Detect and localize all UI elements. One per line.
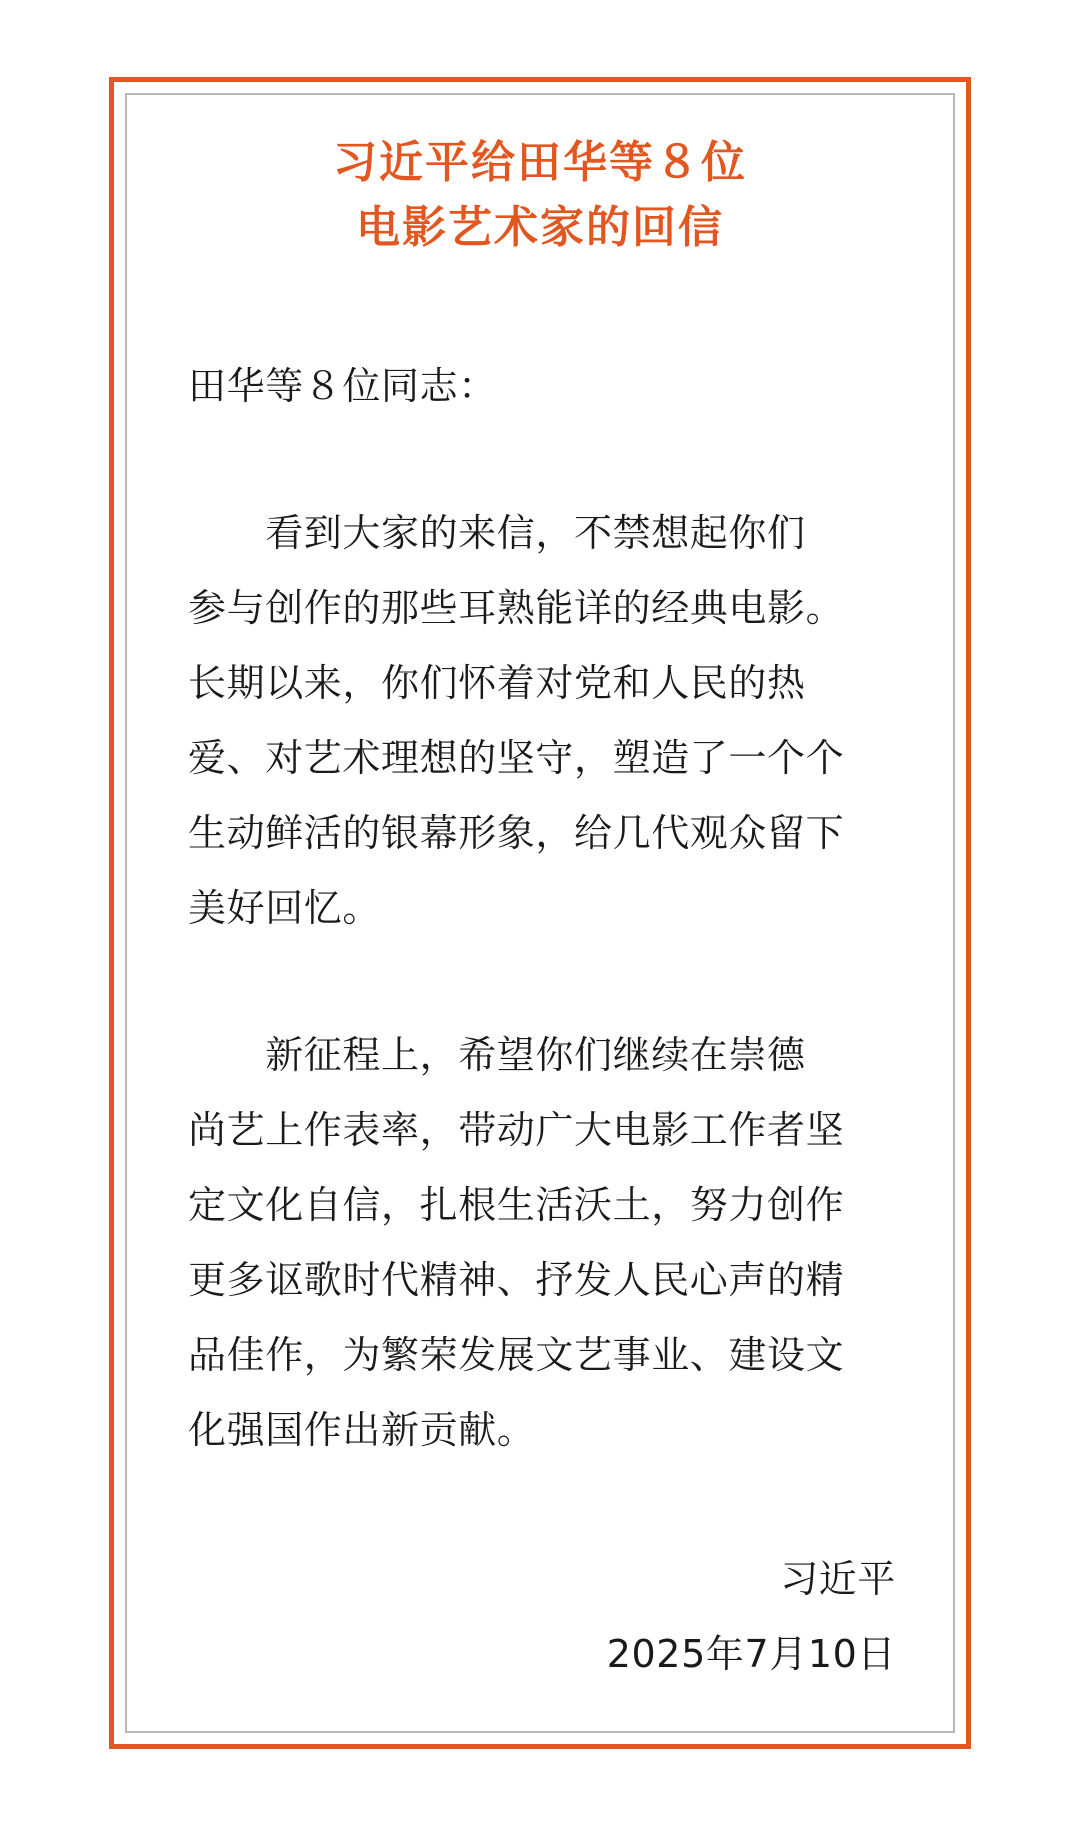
paragraph-1-line: 长期以来，你们怀着对党和人民的热	[188, 661, 806, 705]
paragraph-1-line: 生动鲜活的银幕形象，给几代观众留下	[188, 811, 845, 855]
letter-title-line-1: 习近平给田华等８位	[333, 137, 747, 188]
paragraph-2-line: 定文化自信，扎根生活沃土，努力创作	[188, 1183, 845, 1227]
paragraph-1-line: 美好回忆。	[188, 886, 382, 930]
letter-date: 2025年7月10日	[606, 1632, 896, 1676]
paragraph-2-line: 新征程上，希望你们继续在崇德	[188, 1033, 806, 1077]
letter-signature: 习近平	[780, 1557, 896, 1601]
paragraph-1-line: 爱、对艺术理想的坚守，塑造了一个个	[188, 736, 845, 780]
paragraph-2-line: 化强国作出新贡献。	[188, 1408, 536, 1452]
paragraph-1-line: 参与创作的那些耳熟能详的经典电影。	[188, 586, 845, 630]
paragraph-2-line: 更多讴歌时代精神、抒发人民心声的精	[188, 1258, 845, 1302]
paragraph-1-line: 看到大家的来信，不禁想起你们	[188, 511, 806, 555]
letter-title-line-2: 电影艺术家的回信	[356, 202, 724, 253]
letter-salutation: 田华等８位同志：	[188, 364, 497, 408]
paragraph-2-line: 品佳作，为繁荣发展文艺事业、建设文	[188, 1333, 845, 1377]
paragraph-2-line: 尚艺上作表率，带动广大电影工作者坚	[188, 1108, 845, 1152]
